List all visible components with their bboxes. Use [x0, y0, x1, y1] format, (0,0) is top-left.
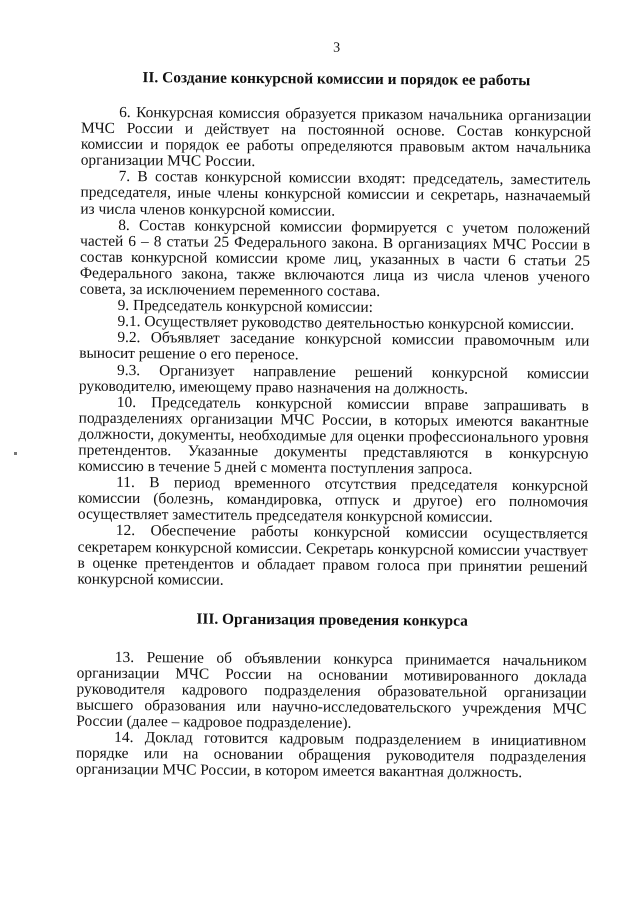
paragraph-6: 6. Конкурсная комиссия образуется приказом начальника организации МЧС России и действует на постоянной основе. Состав конкурсной комиссии и порядок ее работы определяются правовым актом начальника организации МЧС России.: [80, 103, 592, 171]
paragraph-10: 10. Председатель конкурсной комиссии вправе запрашивать в подразделениях организации МЧС России, в которых имеются вакантные должности, документы, необходимые для оценки профессионального уровня претендентов. Указанные документы представляются в конкурсную комиссию в течение 5 дней с момента поступления запроса.: [78, 393, 589, 478]
scan-speck: [14, 452, 17, 455]
section-2-title: II. Создание конкурсной комиссии и порядок ее работы: [142, 69, 531, 90]
paragraph-9-2: 9.2. Объявляет заседание конкурсной комиссии правомочным или выносит решение о его переносе.: [79, 329, 590, 364]
section-2-body: [77, 105, 591, 592]
paragraph-9: 9. Председатель конкурсной комиссии:: [117, 297, 373, 317]
paragraph-14: 14. Доклад готовится кадровым подразделением в инициативном порядке или на основании обращения руководителя подразделения организации МЧС России, в котором имеется вакантная должность.: [75, 729, 587, 782]
paragraph-8: 8. Состав конкурсной комиссии формируется с учетом положений частей 6 – 8 статьи 25 Федерального закона. В организациях МЧС России в состав конкурсной комиссии кроме лиц, указанных в части 6 статьи 25 Федерального закона, также включаются лица из числа членов ученого совета, за исключением переменного состава.: [79, 216, 591, 301]
paragraph-13: 13. Решение об объявлении конкурса принимается начальником организации МЧС России на основании мотивированного доклада руководителя кадрового подразделения образовательной организации высшего образования или научно-исследовательского учреждения МЧС России (далее – кадровое подразделение).: [76, 648, 587, 732]
page-number: 3: [333, 40, 341, 56]
paragraph-12: 12. Обеспечение работы конкурсной комиссии осуществляется секретарем конкурсной комиссии. Секретарь конкурсной комиссии участвует в оценке претендентов и обладает правом голоса при принятии решений конкурсной комиссии.: [77, 522, 588, 589]
paragraph-9-3: 9.3. Организует направление решений конкурсной комиссии руководителю, имеющему право назначения на должность.: [78, 361, 590, 398]
section-3-body: [76, 649, 587, 782]
section-3-title: III. Организация проведения конкурса: [196, 610, 468, 630]
paragraph-11: 11. В период временного отсутствия председателя конкурсной комиссии (болезнь, командировка, отпуск и другое) его полномочия осуществляет заместитель председателя конкурсной комиссии.: [77, 474, 589, 527]
paragraph-9-1: 9.1. Осуществляет руководство деятельностью конкурсной комиссии.: [117, 313, 575, 334]
paragraph-7: 7. В состав конкурсной комиссии входят: председатель, заместитель председателя, иные члены конкурсной комиссии и секретарь, назначаемый из числа членов конкурсной комиссии.: [80, 168, 591, 220]
